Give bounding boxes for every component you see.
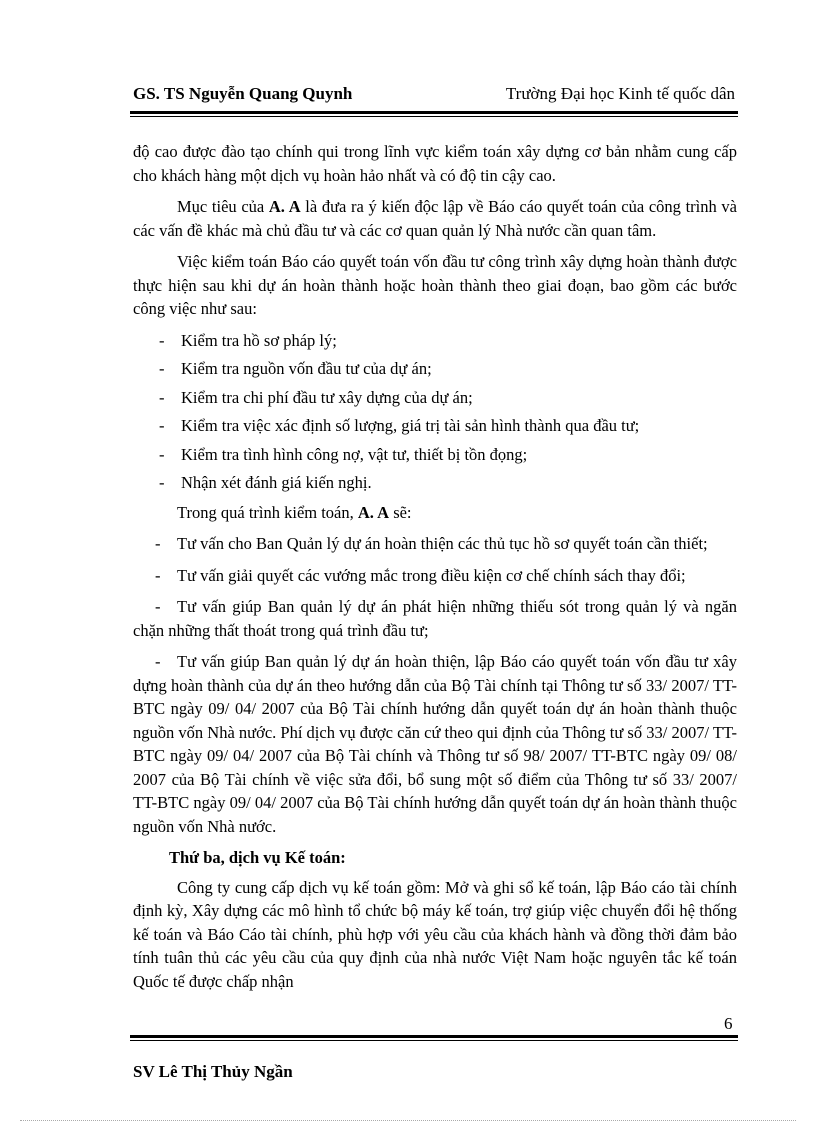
- header-rule-thin: [130, 116, 738, 117]
- list-item: [133, 443, 737, 467]
- advisory-item: [133, 564, 737, 588]
- page-bottom-divider: [20, 1120, 796, 1121]
- during-audit-company: A. A: [357, 502, 390, 522]
- dash-bullet: -: [159, 473, 165, 492]
- list-item-text: Kiểm tra nguồn vốn đầu tư của dự án;: [181, 359, 432, 378]
- section-heading-accounting: Thứ ba, dịch vụ Kế toán:: [169, 848, 346, 867]
- advisory-text: Tư vấn cho Ban Quản lý dự án hoàn thiện các thủ tục hồ sơ quyết toán cần thiết;: [177, 534, 708, 553]
- footer-rule-thin: [130, 1040, 738, 1041]
- objective-rest: là đưa ra ý kiến độc lập về Báo cáo quyết toán của công trình và các vấn đề khác mà chủ đầu tư và các cơ quan quản lý Nhà nước cần quan tâm.: [133, 197, 737, 240]
- paragraph-audit-scope: Việc kiểm toán Báo cáo quyết toán vốn đầu tư công trình xây dựng hoàn thành được thực hiện sau khi dự án hoàn thành hoặc hoàn thành theo giai đoạn, bao gồm các bước công việc như sau:: [133, 252, 737, 318]
- dash-bullet: -: [155, 565, 161, 585]
- paragraph-1: độ cao được đào tạo chính qui trong lĩnh vực kiểm toán xây dựng cơ bản nhằm cung cấp cho khách hàng một dịch vụ hoàn hảo nhất và có độ tin cậy cao.: [133, 142, 737, 185]
- advisory-text: Tư vấn giúp Ban quản lý dự án phát hiện những thiếu sót trong quản lý và ngăn chặn những thất thoát trong quá trình đầu tư;: [133, 597, 737, 640]
- dash-bullet: -: [155, 534, 161, 553]
- objective-prefix: Mục tiêu của: [177, 197, 269, 216]
- list-item: [133, 329, 737, 353]
- list-item: [133, 386, 737, 410]
- audit-steps-list: [133, 329, 737, 495]
- advisory-item: [133, 532, 737, 556]
- dash-bullet: -: [159, 330, 165, 350]
- dash-bullet: -: [155, 597, 161, 616]
- dash-bullet: -: [159, 416, 165, 435]
- paragraph-objective: [133, 195, 737, 242]
- list-item: [133, 471, 737, 495]
- list-item-text: Kiểm tra tình hình công nợ, vật tư, thiết bị tồn đọng;: [181, 444, 528, 464]
- advisory-item: [133, 595, 737, 642]
- list-item-text: Kiểm tra hồ sơ pháp lý;: [181, 330, 337, 350]
- dash-bullet: -: [159, 387, 165, 407]
- page-number: 6: [724, 1014, 733, 1033]
- dash-bullet: -: [159, 359, 165, 378]
- paragraph-accounting-services: Công ty cung cấp dịch vụ kế toán gồm: Mở và ghi sổ kế toán, lập Báo cáo tài chính định kỳ, Xây dựng các mô hình tổ chức bộ máy kế toán, trợ giúp việc chuyển đổi hệ thống kế toán và Báo Cáo tài chính, phù hợp với yêu cầu của khách hành và đồng thời đảm bảo tính tuân thủ các yêu cầu của quy định của nhà nước Việt Nam hoặc nguyên tắc kế toán Quốc tế được chấp nhận: [133, 877, 737, 991]
- page-body: [133, 140, 737, 1001]
- advisory-item: [133, 650, 737, 838]
- header-school: Trường Đại học Kinh tế quốc dân: [505, 84, 735, 103]
- list-item: [133, 357, 737, 381]
- list-item-text: Kiểm tra chi phí đầu tư xây dựng của dự án;: [181, 387, 473, 407]
- page-header: [133, 84, 735, 104]
- during-audit-prefix: Trong quá trình kiểm toán,: [177, 502, 358, 522]
- dash-bullet: -: [155, 652, 161, 671]
- dash-bullet: -: [159, 444, 165, 464]
- paragraph-during-audit: [133, 501, 737, 525]
- footer-rule-thick: [130, 1035, 738, 1038]
- footer-student: SV Lê Thị Thủy Ngần: [133, 1062, 293, 1081]
- list-item-text: Kiểm tra việc xác định số lượng, giá trị tài sản hình thành qua đầu tư;: [181, 416, 640, 435]
- list-item: [133, 414, 737, 438]
- list-item-text: Nhận xét đánh giá kiến nghị.: [181, 473, 372, 492]
- header-author: GS. TS Nguyễn Quang Quynh: [133, 84, 353, 103]
- objective-company: A. A: [268, 197, 301, 216]
- during-audit-rest: sẽ:: [389, 502, 412, 522]
- advisory-text: Tư vấn giúp Ban quản lý dự án hoàn thiện, lập Báo cáo quyết toán vốn đầu tư xây dựng hoàn thành của dự án theo hướng dẫn của Bộ Tài chính tại Thông tư số 33/ 2007/ TT-BTC ngày 09/ 04/ 2007 của Bộ Tài chính hướng dẫn quyết toán dự án hoàn thành thuộc nguồn vốn Nhà nước. Phí dịch vụ được căn cứ theo qui định của Thông tư số 33/ 2007/ TT-BTC ngày 09/ 04/ 2007 của Bộ Tài chính và Thông tư số 98/ 2007/ TT-BTC ngày 09/ 08/ 2007 của Bộ Tài chính về việc sửa đổi, bổ sung một số điểm của Thông tư số 33/ 2007/ TT-BTC ngày 09/ 04/ 2007 của Bộ Tài chính hướng dẫn quyết toán dự án hoàn thành thuộc nguồn vốn Nhà nước.: [133, 652, 737, 836]
- advisory-text: Tư vấn giải quyết các vướng mắc trong điều kiện cơ chế chính sách thay đổi;: [177, 565, 686, 585]
- header-rule-thick: [130, 111, 738, 114]
